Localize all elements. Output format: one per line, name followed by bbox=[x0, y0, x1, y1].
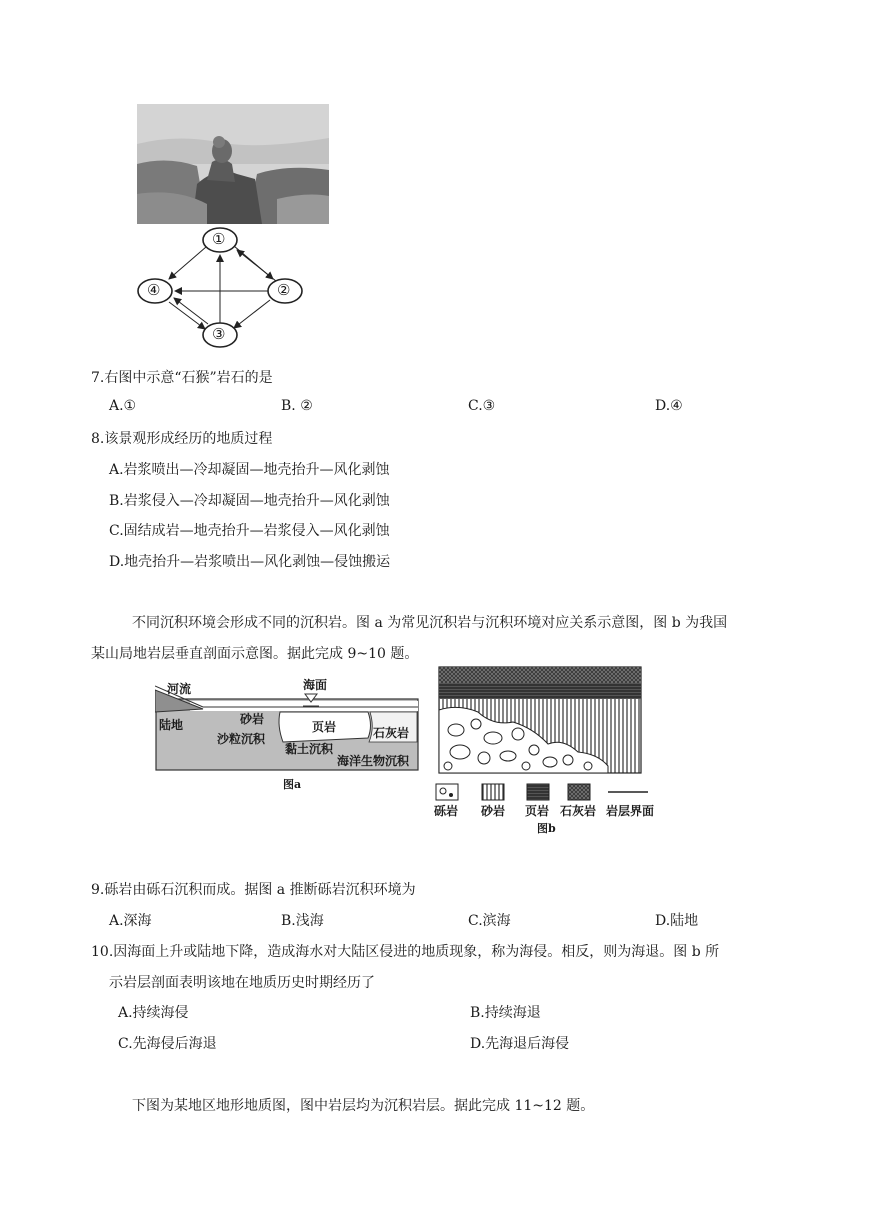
q7-stem: 7.右图中示意“石猴”岩石的是 bbox=[91, 370, 273, 386]
q8-stem: 8.该景观形成经历的地质过程 bbox=[91, 431, 273, 447]
legend-boundary: 岩层界面 bbox=[606, 804, 655, 818]
q10-stem-line-2: 示岩层剖面表明该地在地质历史时期经历了 bbox=[109, 975, 375, 991]
node-2-label: ② bbox=[277, 281, 291, 299]
q8-option-d[interactable]: D.地壳抬升—岩浆喷出—风化剥蚀—侵蚀搬运 bbox=[109, 554, 391, 570]
q9-option-a[interactable]: A.深海 bbox=[109, 913, 152, 929]
figa-land-label: 陆地 bbox=[159, 718, 184, 732]
legend-sandstone: 砂岩 bbox=[481, 804, 506, 818]
legend-shale: 页岩 bbox=[525, 804, 550, 818]
figa-limestone-label: 石灰岩 bbox=[373, 726, 410, 740]
figa-sea-level-label: 海面 bbox=[303, 678, 328, 692]
figa-river-label: 河流 bbox=[167, 682, 192, 696]
q8-option-b[interactable]: B.岩浆侵入—冷却凝固—地壳抬升—风化剥蚀 bbox=[109, 493, 390, 509]
legend-limestone: 石灰岩 bbox=[560, 804, 597, 818]
q9-option-c[interactable]: C.滨海 bbox=[468, 913, 511, 929]
q7-option-a[interactable]: A.① bbox=[109, 398, 137, 414]
node-1-label: ① bbox=[212, 230, 226, 248]
intro-line-1: 不同沉积环境会形成不同的沉积岩。图 a 为常见沉积岩与沉积环境对应关系示意图，图 b 为我国 bbox=[132, 615, 728, 631]
q10-option-c[interactable]: C.先海侵后海退 bbox=[118, 1036, 217, 1052]
q10-stem-line-1: 10.因海面上升或陆地下降，造成海水对大陆区侵进的地质现象，称为海侵。相反，则为海退。图 b 所 bbox=[91, 944, 720, 960]
q8-option-c[interactable]: C.固结成岩—地壳抬升—岩浆侵入—风化剥蚀 bbox=[109, 523, 390, 539]
figure-b bbox=[438, 666, 642, 778]
node-4-label: ④ bbox=[147, 281, 161, 299]
q7-option-b[interactable]: B. ② bbox=[281, 398, 313, 414]
figa-clay-deposit-label: 黏土沉积 bbox=[285, 742, 334, 756]
figure-a bbox=[155, 672, 419, 791]
rock-cycle-diagram bbox=[130, 222, 320, 356]
figa-shale-label: 页岩 bbox=[312, 720, 337, 734]
q7-option-d[interactable]: D.④ bbox=[655, 398, 683, 414]
figb-caption: 图b bbox=[537, 822, 556, 835]
q10-option-a[interactable]: A.持续海侵 bbox=[118, 1005, 189, 1021]
q7-option-c[interactable]: C.③ bbox=[468, 398, 496, 414]
node-3-label: ③ bbox=[212, 325, 226, 343]
intro-line-2: 某山局地岩层垂直剖面示意图。据此完成 9~10 题。 bbox=[91, 646, 419, 662]
q8-option-a[interactable]: A.岩浆喷出—冷却凝固—地壳抬升—风化剥蚀 bbox=[109, 462, 390, 478]
figa-sandstone-label: 砂岩 bbox=[240, 712, 265, 726]
q10-option-b[interactable]: B.持续海退 bbox=[470, 1005, 541, 1021]
figa-caption: 图a bbox=[283, 778, 302, 791]
stone-monkey-photo bbox=[137, 104, 329, 224]
intro-q11-12: 下图为某地区地形地质图，图中岩层均为沉积岩层。据此完成 11~12 题。 bbox=[132, 1098, 595, 1114]
q9-option-d[interactable]: D.陆地 bbox=[655, 913, 699, 929]
q10-option-d[interactable]: D.先海退后海侵 bbox=[470, 1036, 570, 1052]
figure-b-legend bbox=[430, 782, 660, 835]
q9-stem: 9.砾岩由砾石沉积而成。据图 a 推断砾岩沉积环境为 bbox=[91, 882, 416, 898]
figa-marine-bio-label: 海洋生物沉积 bbox=[337, 754, 410, 768]
q9-option-b[interactable]: B.浅海 bbox=[281, 913, 324, 929]
legend-conglomerate: 砾岩 bbox=[434, 804, 459, 818]
figa-sand-deposit-label: 沙粒沉积 bbox=[217, 732, 266, 746]
